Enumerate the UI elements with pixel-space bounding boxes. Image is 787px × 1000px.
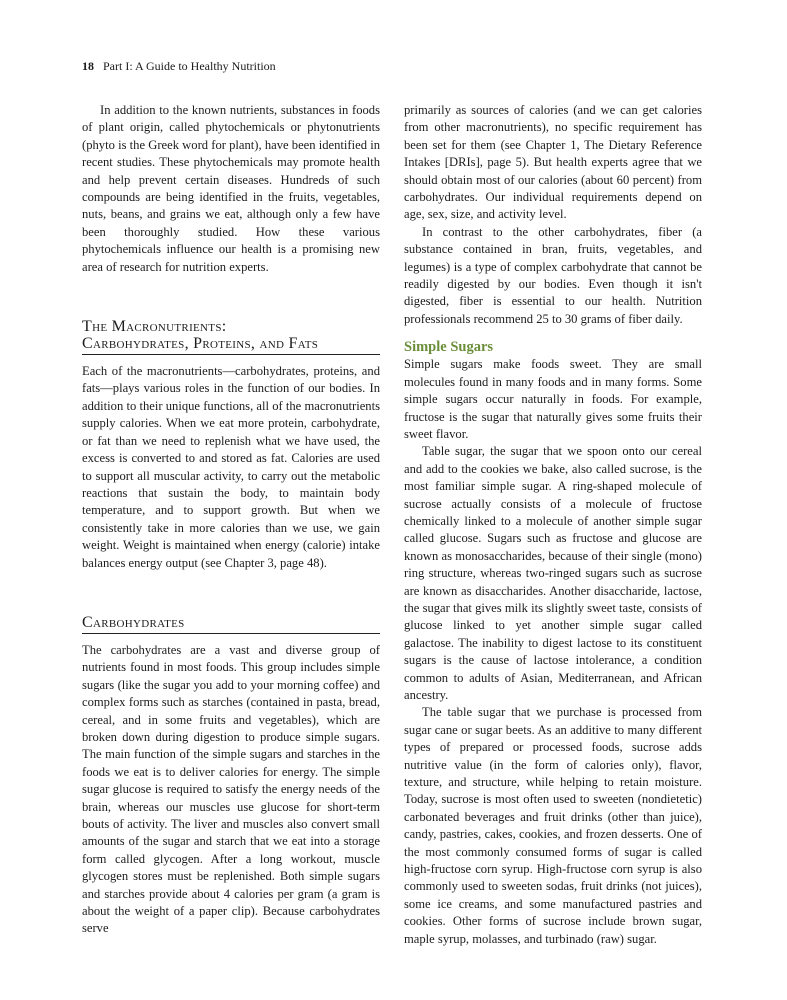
heading-macronutrients-line2: Carbohydrates, Proteins, and Fats [82, 335, 319, 353]
paragraph-fiber: In contrast to the other carbohydrates, fiber (a substance contained in bran, fruits, vegetables, and legumes) is a type of complex carbohydrate that cannot be readily digested by our bodies. Even though it isn't digested, fiber is essential to our health. Nutrition professionals recommend 25 to 30 grams of fiber daily. [404, 224, 702, 326]
paragraph-calories-continued: primarily as sources of calories (and we can get calories from other macronutrients), no specific requirement has been set for them (see Chapter 1, The Dietary Reference Intakes [DRIs], page 5). But health experts agree that we should obtain most of our calories (about 60 percent) from carbohydrates. Our individual requirements depend on age, sex, size, and activity level. [404, 103, 702, 222]
paragraph-table-sugar: Table sugar, the sugar that we spoon onto our cereal and add to the cookies we bake, also called sucrose, is the most familiar simple sugar. A ring-shaped molecule of sucrose actually consists of a molecule of fructose chemically linked to a molecule of another simple sugar called glucose. Sugars such as fructose and glucose are known as monosaccharides, because of their single (mono) ring structure, whereas two-ringed sugars such as sucrose are known as disaccharides. Another disaccharide, lactose, the sugar that gives milk its slightly sweet taste, consists of glucose linked to yet another simple sugar called galactose. The inability to digest lactose to its constituent sugars is the cause of lactose intolerance, a condition common to adults of Asian, Mediterranean, and African ancestry. [404, 444, 702, 702]
paragraph-simple-sugars: Simple sugars make foods sweet. They are small molecules found in many foods and in many forms. Some simple sugars occur naturally in foods. For example, fructose is the sugar that naturally gives some fruits their sweet flavor. [404, 357, 702, 441]
heading-macronutrients [82, 318, 380, 355]
running-title: Part I: A Guide to Healthy Nutrition [103, 59, 276, 73]
heading-simple-sugars: Simple Sugars [404, 339, 494, 356]
left-column [82, 102, 380, 938]
paragraph-phytochemicals: In addition to the known nutrients, substances in foods of plant origin, called phytochemicals or phytonutrients (phyto is the Greek word for plant), have been identified in recent studies. These phytochemicals may promote health and help prevent certain diseases. Hundreds of such compounds are being identified in the fruits, vegetables, nuts, beans, and grains we eat, although only a few have been thoroughly studied. How these various phytochemicals influence our health is a promising new area of research for nutrition experts. [82, 103, 380, 274]
heading-carbohydrates: Carbohydrates [82, 614, 380, 634]
page-number: 18 [82, 59, 94, 73]
heading-macronutrients-line1: The Macronutrients: [82, 318, 227, 336]
paragraph-macronutrients: Each of the macronutrients—carbohydrates, proteins, and fats—plays various roles in the function of our bodies. In addition to their unique functions, all of the macronutrients supply calories. When we eat more protein, carbohydrate, or fat than we need to replenish what we have used, the excess is converted to and stored as fat. Calories are used to support all muscular activity, to carry out the metabolic reactions that sustain the body, to maintain body temperature, and to support growth. But when we consistently take in more calories than we use, we gain weight. Weight is maintained when energy (calorie) intake balances energy output (see Chapter 3, page 48). [82, 364, 380, 570]
running-head [82, 59, 276, 74]
paragraph-processed-sugar: The table sugar that we purchase is processed from sugar cane or sugar beets. As an additive to many different types of prepared or processed foods, sucrose adds nutritive value (in the form of calories only), flavor, texture, and structure, while helping to retain moisture. Today, sucrose is most often used to sweeten (nondietetic) carbonated beverages and fruit drinks (other than juice), candy, pastries, cakes, cookies, and frozen desserts. One of the most commonly consumed forms of sugar is called high-fructose corn syrup. High-fructose corn syrup is also commonly used to sweeten sodas, fruit drinks (not juices), some ice creams, and some manufactured pastries and cookies. Other forms of sucrose include brown sugar, maple syrup, molasses, and turbinado (raw) sugar. [404, 705, 702, 946]
paragraph-carbohydrates: The carbohydrates are a vast and diverse group of nutrients found in most foods. This group includes simple sugars (like the sugar you add to your morning coffee) and complex forms such as starches (contained in pasta, bread, cereal, and in some fruits and vegetables), which are broken down during digestion to produce simple sugars. The main function of the simple sugars and starches in the foods we eat is to deliver calories for energy. The simple sugar glucose is required to satisfy the energy needs of the brain, whereas our muscles use glucose for short-term bouts of activity. The liver and muscles also convert small amounts of the sugar and starch that we eat into a storage form called glycogen. After a long workout, muscle glycogen stores must be replenished. Both simple sugars and starches provide about 4 calories per gram (a gram is about the weight of a paper clip). Because carbohydrates serve [82, 642, 380, 936]
right-column [404, 102, 702, 948]
